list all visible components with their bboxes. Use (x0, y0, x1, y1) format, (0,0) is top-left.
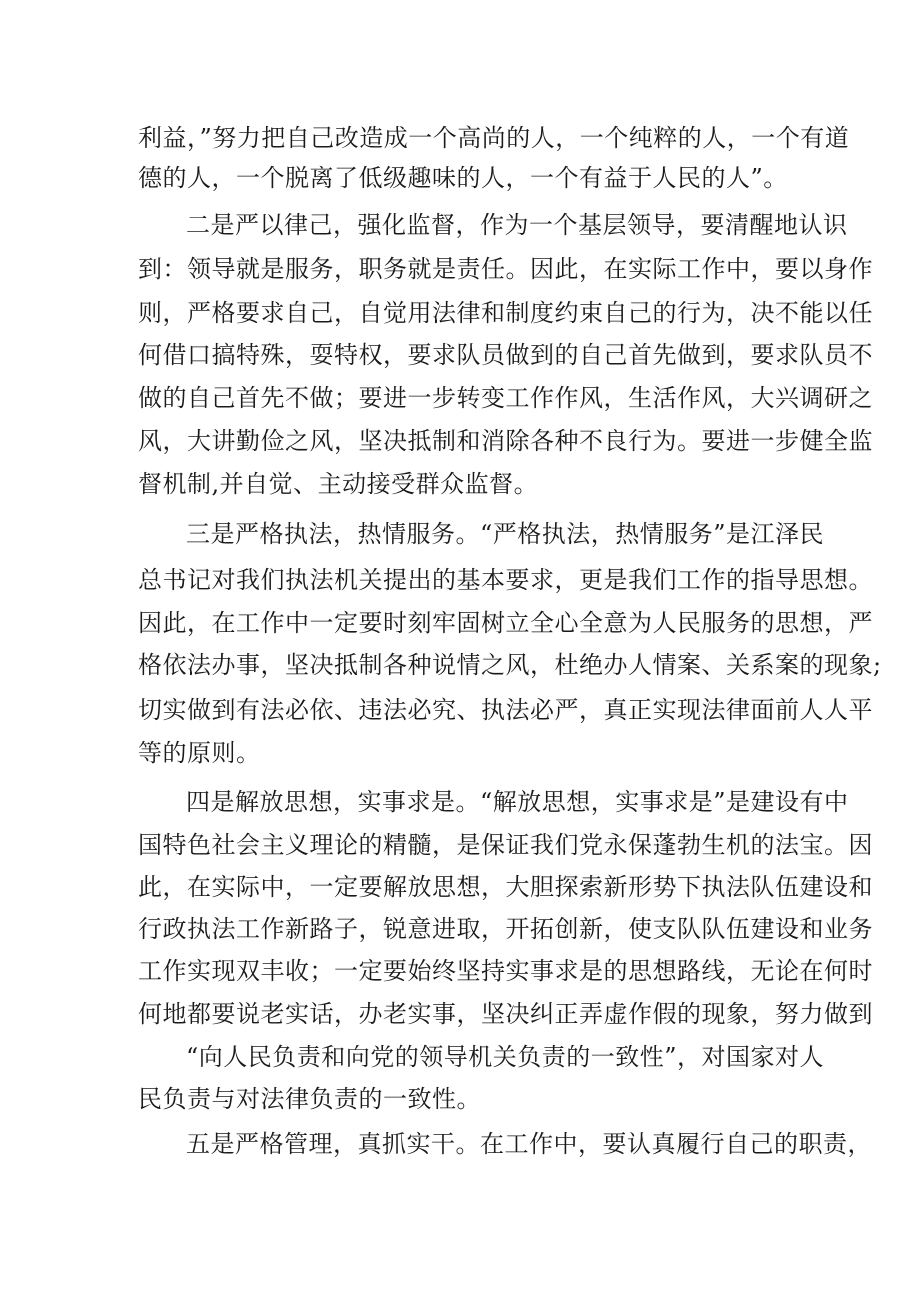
text-line: 则，严格要求自己，自觉用法律和制度约束自己的行为，决不能以任 (138, 299, 873, 327)
paragraph-start-line: 三是严格执法，热情服务。“严格执法，热情服务”是江泽民 (186, 520, 825, 548)
text-line: 工作实现双丰收；一定要始终坚持实事求是的思想路线，无论在何时 (138, 957, 873, 985)
text-line: 国特色社会主义理论的精髓，是保证我们党永保蓬勃生机的法宝。因 (138, 831, 873, 859)
paragraph-start-line: 四是解放思想，实事求是。“解放思想，实事求是”是建设有中 (186, 788, 849, 816)
text-line: 何地都要说老实话，办老实事，坚决纠正弄虚作假的现象，努力做到 (138, 1000, 873, 1028)
text-line: 切实做到有法必依、违法必究、执法必严，真正实现法律面前人人平 (138, 696, 873, 724)
text-line: 格依法办事，坚决抵制各种说情之风，杜绝办人情案、关系案的现象; (138, 651, 882, 679)
text-line: 等的原则。 (138, 739, 261, 767)
text-line: 何借口搞特殊，耍特权，要求队员做到的自己首先做到，要求队员不 (138, 341, 873, 369)
text-line: 德的人，一个脱离了低级趣味的人，一个有益于人民的人”。 (138, 164, 788, 192)
text-line: 行政执法工作新路子，锐意进取，开拓创新，使支队队伍建设和业务 (138, 915, 873, 943)
text-line: 做的自己首先不做；要进一步转变工作作风，生活作风，大兴调研之 (138, 384, 873, 412)
text-line: 总书记对我们执法机关提出的基本要求，更是我们工作的指导思想。 (138, 566, 873, 594)
text-line: 利益，”努力把自己改造成一个高尚的人，一个纯粹的人，一个有道 (138, 124, 850, 152)
text-line: 此，在实际中，一定要解放思想，大胆探索新形势下执法队伍建设和 (138, 873, 873, 901)
text-line-indented: “向人民负责和向党的领导机关负责的一致性”，对国家对人 (186, 1043, 825, 1071)
text-line: 到：领导就是服务，职务就是责任。因此，在实际工作中，要以身作 (138, 255, 873, 283)
text-line: 因此，在工作中一定要时刻牢固树立全心全意为人民服务的思想，严 (138, 609, 873, 637)
text-line: 民负责与对法律负责的一致性。 (138, 1085, 481, 1113)
text-line: 风，大讲勤俭之风，坚决抵制和消除各种不良行为。要进一步健全监 (138, 427, 873, 455)
text-line: 督机制,并自觉、主动接受群众监督。 (138, 470, 539, 498)
paragraph-start-line: 五是严格管理，真抓实干。在工作中，要认真履行自己的职责， (186, 1130, 872, 1158)
paragraph-start-line: 二是严以律己，强化监督，作为一个基层领导，要清醒地认识 (186, 211, 848, 239)
